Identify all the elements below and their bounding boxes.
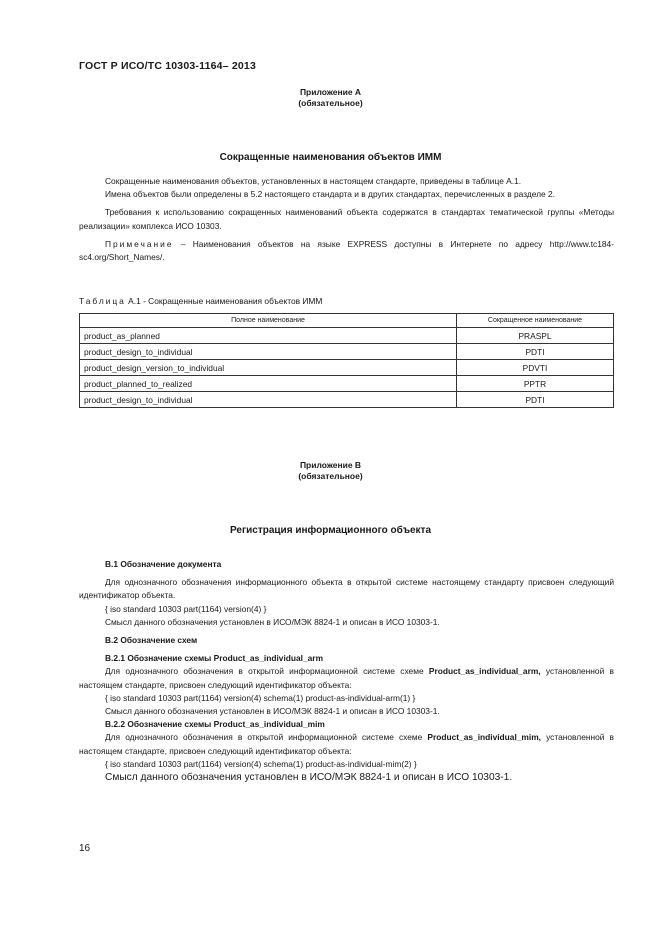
text: Для однозначного обозначения в открытой информационной системе схеме — [105, 732, 428, 743]
cell-full: product_design_to_individual — [80, 392, 457, 408]
cell-full: product_design_version_to_individual — [80, 360, 457, 376]
section-b1-title: В.1 Обозначение документа — [105, 559, 222, 569]
identifier: { iso standard 10303 part(1164) version(4) } — [105, 603, 267, 614]
table-caption-text: А.1 - Сокращенные наименования объектов ИММ — [125, 296, 323, 306]
note-text: – Наименования объектов на языке EXPRESS доступны в Интернете по адресу http://www.tc184-sc4.org/Short_Names/. — [79, 238, 614, 263]
page-number: 16 — [79, 843, 91, 854]
schema-name: Product_as_individual_arm, — [428, 666, 541, 677]
paragraph: Смысл данного обозначения установлен в ИСО/МЭК 8824-1 и описан в ИСО 10303-1. — [105, 616, 440, 627]
table-row — [80, 392, 614, 408]
cell-full: product_as_planned — [80, 328, 457, 344]
appendix-a-status: (обязательное) — [298, 98, 363, 108]
identifier: { iso standard 10303 part(1164) version(4) schema(1) product-as-individual-arm(1) } — [105, 692, 416, 703]
column-header-short: Сокращенное наименование — [457, 314, 614, 328]
paragraph: Требования к использованию сокращенных наименований объекта содержатся в стандартах тематической группы «Методы реализации» комплекса ИСО 10303. — [79, 207, 614, 231]
cell-short: PRASPL — [457, 328, 614, 344]
cell-full: product_planned_to_realized — [80, 376, 457, 392]
table-header-row — [80, 314, 614, 328]
appendix-b-body — [79, 558, 614, 784]
table-row — [80, 328, 614, 344]
identifier: { iso standard 10303 part(1164) version(4) schema(1) product-as-individual-mim(2) } — [105, 758, 417, 769]
text: установленной в настоящем стандарте, присвоен следующий идентификатор объекта: — [79, 666, 614, 690]
cell-short: PDTI — [457, 392, 614, 408]
paragraph — [79, 665, 614, 691]
paragraph: Имена объектов были определены в 5.2 настоящего стандарта и в других стандартах, перечисленных в разделе 2. — [105, 189, 555, 200]
table-row — [80, 360, 614, 376]
column-header-full: Полное наименование — [80, 314, 457, 328]
paragraph: Для однозначного обозначения информационного объекта в открытой системе настоящему стандарту присвоен следующий идентификатор объекта. — [79, 577, 614, 601]
section-b21-title: В.2.1 Обозначение схемы Product_as_individual_arm — [105, 653, 324, 664]
note — [79, 238, 614, 264]
cell-short: PDTI — [457, 344, 614, 360]
appendix-a-body — [79, 175, 614, 264]
schema-name: Product_as_individual_mim, — [427, 732, 541, 743]
section-b2-title: В.2 Обозначение схем — [105, 635, 198, 646]
cell-short: PDVTI — [457, 360, 614, 376]
appendix-b-heading: Регистрация информационного объекта — [229, 525, 432, 536]
text: Для однозначного обозначения в открытой информационной системе схеме — [105, 666, 429, 677]
appendix-a-label: Приложение А — [299, 87, 362, 97]
paragraph: Сокращенные наименования объектов, установленных в настоящем стандарте, приведены в таблице А.1. — [105, 176, 522, 186]
paragraph: Смысл данного обозначения установлен в ИСО/МЭК 8824-1 и описан в ИСО 10303-1. — [105, 772, 513, 784]
text: установленной в настоящем стандарте, присвоен следующий идентификатор объекта: — [79, 732, 614, 756]
short-names-table — [79, 313, 614, 408]
paragraph: Смысл данного обозначения установлен в ИСО/МЭК 8824-1 и описан в ИСО 10303-1. — [105, 706, 440, 717]
note-label: Примечание — [105, 238, 174, 249]
appendix-b-label: Приложение В — [299, 460, 362, 470]
table-row — [80, 376, 614, 392]
table-caption-label: Таблица — [79, 296, 126, 306]
cell-short: PPTR — [457, 376, 614, 392]
table-caption — [79, 296, 322, 306]
paragraph — [79, 731, 614, 757]
table-row — [80, 344, 614, 360]
appendix-b-title — [0, 460, 661, 482]
cell-full: product_design_to_individual — [80, 344, 457, 360]
document-header: ГОСТ Р ИСО/ТС 10303-1164– 2013 — [79, 60, 257, 72]
appendix-b-status: (обязательное) — [298, 471, 363, 481]
section-b22-title: В.2.2 Обозначение схемы Product_as_individual_mim — [105, 719, 325, 730]
appendix-a-title — [0, 87, 661, 109]
appendix-a-heading: Сокращенные наименования объектов ИММ — [219, 152, 442, 163]
